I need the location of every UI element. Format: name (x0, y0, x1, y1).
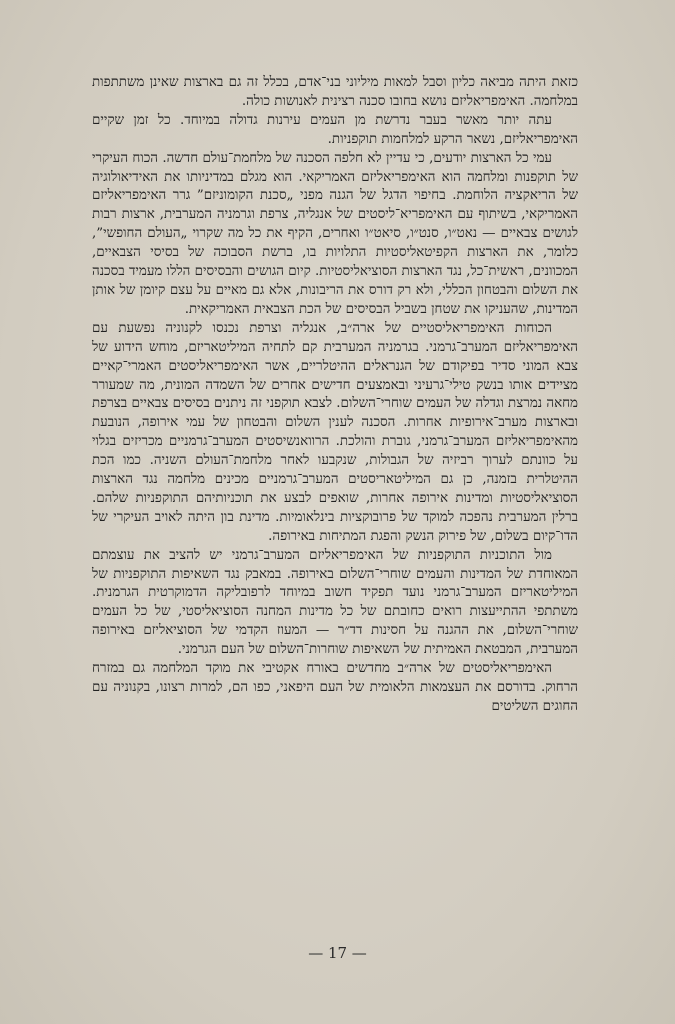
paragraph: האימפריאליסטים של ארה״ב מחדשים באורח אקטיבי את מוקד המלחמה גם במזרח הרחוק. בדורסם את העצמאות הלאומית של העם היפאני, כפו הם, למרות רצונו, בקנוניה עם החוגים השליטים (92, 661, 578, 714)
body-text (92, 74, 578, 717)
paragraph: מול התוכניות התוקפניות של האימפריאליזם המערב־גרמני יש להציב את עוצמתם המאוחדת של המדינות והעמים שוחרי־השלום באירופה. במאבק נגד השאיפות התוקפניות של המיליטאריזם המערב־גרמני נועד תפקיד חשוב במיוחד לרפובליקה הדמוקרטית הגרמנית. משתתפי ההתייעצות רואים כחובתם של כל מדינות המחנה הסוציאליסטי, של כל העמים שוחרי־השלום, את ההגנה על חסינות דד״ר — המעוז הקדמי של הסוציאליזם באירופה המערבית, המבטאת האמיתית של השאיפות שוחרות־השלום של העם הגרמני. (92, 547, 578, 658)
paragraph: עתה יותר מאשר בעבר נדרשת מן העמים עירנות גדולה במיוחד. כל זמן שקיים האימפריאליזם, נשאר הרקע למלחמות תוקפניות. (92, 112, 578, 147)
page-number: — 17 — (308, 944, 367, 962)
paragraph: כזאת היתה מביאה כליון וסבל למאות מיליוני בני־אדם, בכלל זה גם בארצות שאינן משתתפות במלחמה. האימפריאליזם נושא בחובו סכנה רצינית לאנושות כולה. (92, 75, 578, 109)
paragraph: עמי כל הארצות יודעים, כי עדיין לא חלפה הסכנה של מלחמת־עולם חדשה. הכוח העיקרי של תוקפנות ומלחמה הוא האימפריאליזם האמריקאי. הוא מגלם במדיניותו את האידיאולוגיה של הריאקציה הלוחמת. בחיפוי הדגל של הגנה מפני „סכנת הקומוניזם” גרר האימפריאליזם האמריקאי, בשיתוף עם האימפריא־ליסטים של אנגליה, צרפת וגרמניה המערבית, ארצות רבות לגושים צבאיים — נאט״ו, סנט״ו, סיאט״ו ואחרים, הקיף את כל מה שקרוי „העולם החופשי”, כלומר, את הארצות הקפיטאליסטיות התלויות בו, ברשת הסבוכה של בסיסי הצבאיים, המכוונים, ראשית־כל, נגד הארצות הסוציאליסטיות. קיום הגושים והבסיסים הללו מעמיד בסכנה את השלום והבטחון הכללי, ולא רק דורס את הריבונות, אלא גם מאיים על עצם קיומן של אותן המדינות, שהעניקו את שטחן בשביל הבסיסים של הכת הצבאית האמריקאית. (92, 150, 578, 317)
paragraph: הכוחות האימפריאליסטיים של ארה״ב, אנגליה וצרפת נכנסו לקנוניה נפשעת עם האימפריאליזם המערב־גרמני. בגרמניה המערבית קם לתחיה המיליטאריזם, מוחש הידוע של צבא המוני סדיר בפיקודם של הגנראלים ההיטלריים, אשר האימפריאליסטים האמרי־קאיים מציידים אותו בנשק טילי־גרעיני ובאמצעים חדישים אחרים של השמדה המונית, מה שמעורר מחאה נמרצת וגדלה של העמים שוחרי־השלום. לצבא תוקפני זה ניתנים בסיסים צבאיים בצרפת ובארצות מערב־אירופיות אחרות. הסכנה לענין השלום והבטחון של עמי אירופה, הנובעת מהאימפריאליזם המערב־גרמני, גוברת והולכת. הרוואנשיסטים המערב־גרמניים מכריזים בגלוי על כוונתם לערוך רביזיה של הגבולות, שנקבעו לאחר מלחמת־העולם השניה. כמו הכת ההיטלרית בזמנה, כן גם המיליטאריסטים המערב־גרמניים מכינים מלחמה נגד הארצות הסוציאליסטיות ומדינות אירופה אחרות, שואפים לבצע את תוכניותיהם התוקפניות שלהם. ברלין המערבית נהפכה למוקד של פרובוקציות בינלאומיות. מדינת בון היתה לאויב העיקרי של הדו־קיום בשלום, של פירוק הנשק והפגת המתיחות באירופה. (92, 320, 578, 544)
